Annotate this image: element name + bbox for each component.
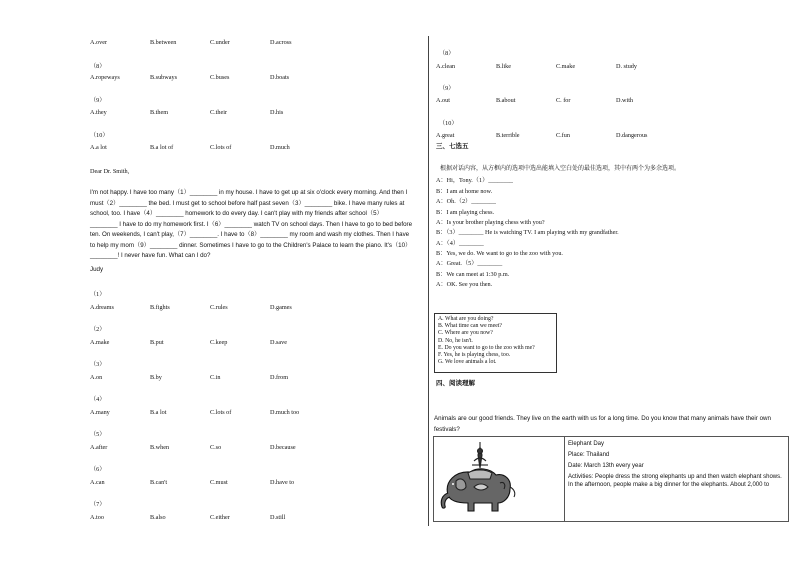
option-a[interactable]: A.over (90, 39, 108, 46)
option-c[interactable]: C.under (210, 39, 230, 46)
festival-title: Elephant Day (568, 441, 605, 447)
answer-option: C. Where are you now? (438, 330, 493, 337)
answer-option: B. What time can we meet? (438, 323, 502, 330)
letter-line: I'm not happy. I have too many（1）________ in my house. I have to get up at six o'clock every morning. And then I (90, 189, 408, 196)
letter-line: school, too. I have（4）________ homework to do every day. I can't play with my friends after school（5） (90, 210, 383, 217)
dialogue-line: B：We can meet at 1:30 p.m. (436, 271, 510, 278)
festival-activities: Activities: People dress the strong elephants up and then watch elephant shows. In the afternoon, people make a big dinner for the elephants. About 2,000 to (568, 474, 782, 488)
festival-date: Date: March 13th every year (568, 463, 644, 469)
option-a[interactable]: A.after (90, 444, 108, 451)
answer-option: A. What are you doing? (438, 316, 494, 322)
dialogue-line: B：（3）________ He is watching TV. I am playing with my grandfather. (436, 229, 619, 236)
option-b[interactable]: B.when (150, 444, 170, 451)
option-b[interactable]: B.by (150, 374, 162, 381)
question-label: （6） (90, 466, 106, 473)
letter-body (90, 188, 424, 262)
option-d[interactable]: D.have to (270, 479, 295, 486)
option-a[interactable]: A.great (436, 132, 455, 139)
option-c[interactable]: C.fun (556, 132, 570, 139)
option-b[interactable]: B.a lot of (150, 144, 174, 151)
letter-line: ________ I have to do my homework first. I（6）________ watch TV on school days. Then I have to go to bed before (90, 220, 413, 228)
option-d[interactable]: D.boats (270, 74, 290, 81)
option-d[interactable]: D.from (270, 374, 289, 381)
answer-option: E. Do you want to go to the zoo with me? (438, 344, 535, 351)
answer-option: G. We love animals a lot. (438, 359, 497, 366)
option-c[interactable]: C.lots of (210, 144, 232, 151)
option-d[interactable]: D.games (270, 304, 292, 311)
section-4-title: 四、阅读理解 (436, 380, 475, 387)
dialogue-line: B：I am playing chess. (436, 209, 495, 216)
option-c[interactable]: C.either (210, 514, 230, 521)
option-a[interactable]: A.too (90, 514, 104, 521)
dialogue-line: B：Yes, we do. We want to go to the zoo with you. (436, 250, 563, 257)
question-label: （8） (439, 50, 455, 57)
option-c[interactable]: C.their (210, 109, 228, 116)
option-d[interactable]: D.much (270, 144, 290, 151)
question-label: （8） (90, 63, 106, 70)
option-c[interactable]: C.buses (210, 74, 230, 81)
option-b[interactable]: B.them (150, 109, 169, 116)
letter-signature: Judy (90, 266, 104, 273)
option-c[interactable]: C.in (210, 374, 221, 381)
answer-option: D. No, he isn't. (438, 337, 473, 344)
option-a[interactable]: A.ropeways (90, 74, 120, 81)
option-d[interactable]: D.save (270, 339, 288, 346)
elephant-illustration (434, 437, 564, 521)
option-a[interactable]: A.out (436, 97, 450, 104)
question-label: （9） (439, 85, 455, 92)
option-b[interactable]: B.terrible (496, 132, 520, 139)
option-d[interactable]: D.across (270, 39, 292, 46)
question-label: （7） (90, 501, 106, 508)
option-a[interactable]: A.they (90, 109, 107, 116)
elephant-picture-cell (434, 437, 565, 521)
question-label: （3） (90, 361, 106, 368)
option-d[interactable]: D.with (616, 97, 634, 104)
option-d[interactable]: D.because (270, 444, 296, 451)
option-b[interactable]: B.put (150, 339, 164, 346)
question-label: （4） (90, 396, 106, 403)
option-b[interactable]: B.also (150, 514, 166, 521)
letter-line: ten. On weekends, I can't play,（7）________. I have to（8）________ my room and wash my clothes. Then I have (90, 231, 410, 238)
letter-salutation: Dear Dr. Smith, (90, 168, 130, 175)
option-c[interactable]: C.keep (210, 339, 228, 346)
question-label: （2） (90, 326, 106, 333)
festival-place: Place: Thailand (568, 452, 610, 458)
option-b[interactable]: B.subways (150, 74, 177, 81)
dialogue-line: A：Hi，Tony.（1）________ (436, 177, 514, 184)
dialogue-line: A：（4）________ (436, 240, 484, 247)
option-d[interactable]: D.much too (270, 409, 300, 416)
option-a[interactable]: A.can (90, 479, 105, 486)
answer-options-box (434, 313, 557, 373)
option-a[interactable]: A.a lot (90, 144, 107, 151)
option-b[interactable]: B.can't (150, 479, 168, 486)
option-a[interactable]: A.dreams (90, 304, 114, 311)
section-3-title: 三、七选五 (436, 143, 469, 150)
option-b[interactable]: B.between (150, 39, 177, 46)
option-c[interactable]: C.must (210, 479, 228, 486)
elephant-day-table (433, 436, 789, 522)
dialogue-line: B：I am at home now. (436, 188, 493, 195)
dialogue-line: A：Is your brother playing chess with you? (436, 219, 545, 226)
option-d[interactable]: D.dangerous (616, 132, 648, 139)
question-label: （10） (90, 132, 109, 139)
option-c[interactable]: C.make (556, 63, 576, 70)
option-d[interactable]: D. study (616, 63, 637, 70)
question-label: （10） (439, 120, 458, 127)
question-label: （5） (90, 431, 106, 438)
option-a[interactable]: A.clean (436, 63, 456, 70)
question-label: （1） (90, 291, 106, 298)
reading-intro: Animals are our good friends. They live on the earth with us for a long time. Do you know that many animals have their own festivals? (434, 415, 771, 433)
dialogue-line: A：Great.（5）________ (436, 260, 503, 267)
option-a[interactable]: A.many (90, 409, 110, 416)
elephant-day-info (568, 440, 786, 492)
option-a[interactable]: A.make (90, 339, 110, 346)
option-b[interactable]: B.fights (150, 304, 170, 311)
answer-option: F. Yes, he is playing chess, too. (438, 352, 511, 359)
option-c[interactable]: C.so (210, 444, 222, 451)
option-d[interactable]: D.still (270, 514, 286, 521)
letter-line: must（2）________ the bed. I must get to school before half past seven（3）________ bike. I have many rules at (90, 199, 405, 207)
section-3-instructions: 根据对话内容，从方框内的选项中选出能填入空白处的最佳选项，其中有两个为多余选项。 (440, 166, 681, 172)
option-d[interactable]: D.his (270, 109, 284, 116)
option-b[interactable]: B.about (496, 97, 516, 104)
letter-line: ________! I never have fun. What can I do? (90, 252, 211, 259)
dialogue-line: A：Oh.（2）________ (436, 198, 496, 205)
option-c[interactable]: C.lots of (210, 409, 232, 416)
option-b[interactable]: B.like (496, 63, 511, 70)
option-c[interactable]: C. for (556, 97, 571, 104)
dialogue-line: A：OK. See you then. (436, 281, 493, 288)
option-a[interactable]: A.on (90, 374, 103, 381)
option-b[interactable]: B.a lot (150, 409, 167, 416)
letter-line: to help my mom（9）________ dinner. Sometimes I have to go to the Children's Palace to learn the piano. It's（10） (90, 241, 412, 249)
option-c[interactable]: C.rules (210, 304, 228, 311)
question-label: （9） (90, 97, 106, 104)
column-divider (428, 36, 429, 526)
